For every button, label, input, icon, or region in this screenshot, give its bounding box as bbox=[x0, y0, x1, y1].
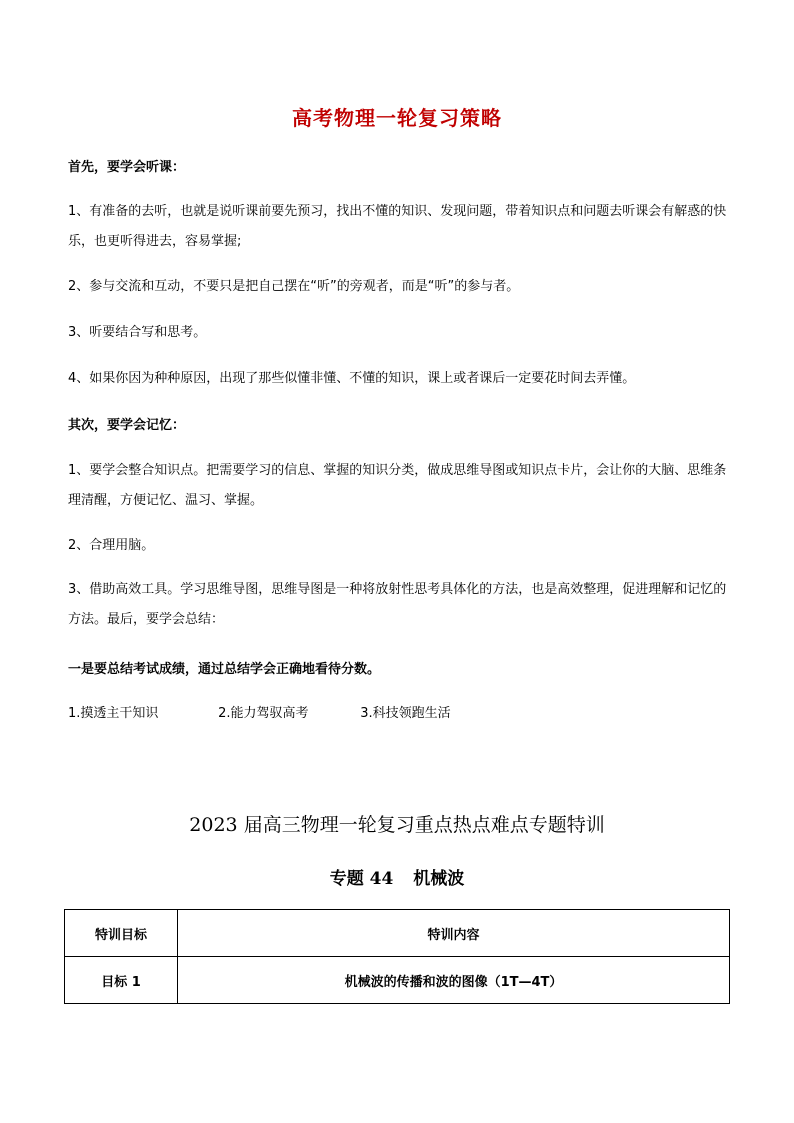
topic-number: 专题 44 bbox=[329, 869, 394, 889]
page-title: 高考物理一轮复习策略 bbox=[292, 106, 502, 130]
table-header-cell: 特训目标 bbox=[65, 910, 178, 957]
table-header-cell: 特训内容 bbox=[178, 910, 730, 957]
slogan-item: 1.摸透主干知识 bbox=[68, 706, 159, 721]
paragraph: 4、如果你因为种种原因，出现了那些似懂非懂、不懂的知识，课上或者课后一定要花时间去弄懂。 bbox=[68, 371, 636, 386]
goals-table bbox=[64, 909, 730, 1004]
topic-name: 机械波 bbox=[413, 869, 465, 889]
summary-line: 一是要总结考试成绩，通过总结学会正确地看待分数。 bbox=[68, 662, 381, 677]
table-row bbox=[65, 957, 730, 1004]
section-heading-listening: 首先，要学会听课： bbox=[68, 160, 186, 175]
paragraph: 1、要学会整合知识点。把需要学习的信息、掌握的知识分类，做成思维导图或知识点卡片，会让你的大脑、思维条理清醒，方便记忆、温习、掌握。 bbox=[68, 463, 727, 508]
topic-heading bbox=[0, 864, 794, 889]
section-heading-memory: 其次，要学会记忆： bbox=[68, 418, 186, 433]
table-cell: 机械波的传播和波的图像（1T—4T） bbox=[178, 957, 730, 1004]
paragraph: 3、借助高效工具。学习思维导图，思维导图是一种将放射性思考具体化的方法，也是高效整理，促进理解和记忆的方法。最后，要学会总结： bbox=[68, 582, 727, 627]
paragraph: 3、听要结合写和思考。 bbox=[68, 325, 207, 340]
paragraph: 2、合理用脑。 bbox=[68, 538, 155, 553]
slogan-item: 3.科技领跑生活 bbox=[360, 706, 451, 721]
paragraph: 2、参与交流和互动，不要只是把自己摆在“听”的旁观者，而是“听”的参与者。 bbox=[68, 279, 520, 294]
table-cell: 目标 1 bbox=[65, 957, 178, 1004]
slogan-item: 2.能力驾驭高考 bbox=[218, 706, 309, 721]
slogan-row bbox=[68, 702, 451, 721]
table-header-row bbox=[65, 910, 730, 957]
document-subtitle: 2023 届高三物理一轮复习重点热点难点专题特训 bbox=[189, 814, 605, 836]
paragraph: 1、有准备的去听，也就是说听课前要先预习，找出不懂的知识、发现问题，带着知识点和问题去听课会有解惑的快乐，也更听得进去，容易掌握; bbox=[68, 204, 727, 249]
